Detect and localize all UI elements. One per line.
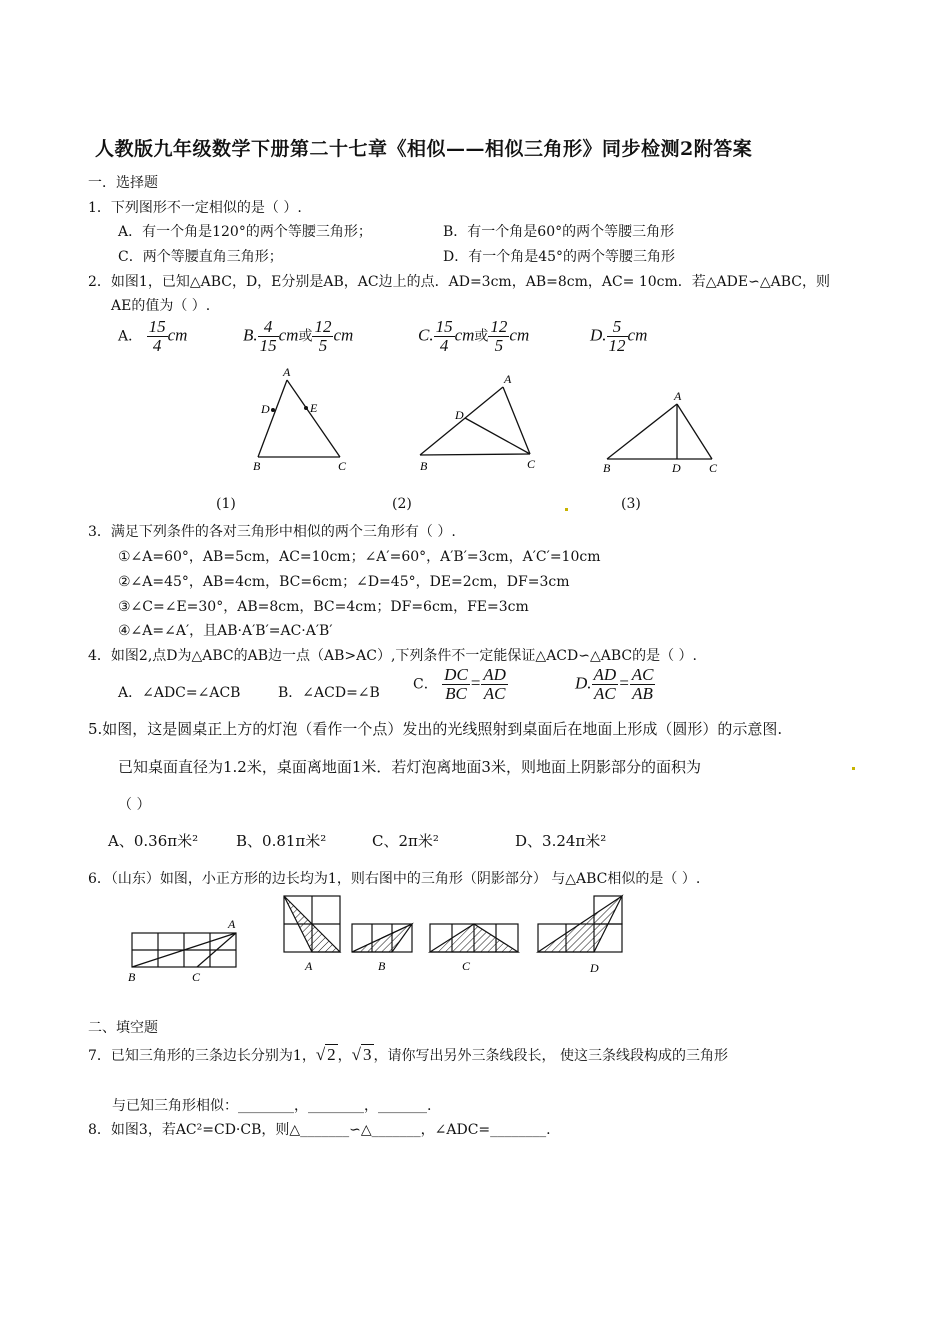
q2-b-fraction-2: $\frac{12}{5}$ (314, 317, 332, 355)
q2-option-b-label: B. (243, 325, 258, 345)
fig1-label-a: A (283, 365, 291, 379)
fig1-label-b: B (253, 459, 261, 473)
q4-c-fraction-2: $\frac{AD}{AC}$ (483, 665, 506, 703)
q3-item-3: ③∠C=∠E=30°，AB=8cm，BC=4cm；DF=6cm，FE=3cm (118, 599, 529, 615)
q6-ref-label-c: C (192, 970, 201, 984)
fig3-label-c: C (709, 461, 718, 475)
fig3-label-a: A (674, 389, 682, 403)
q6-option-b-figure (352, 924, 412, 952)
q2-b-fraction-1: $\frac{4}{15}$ (259, 317, 277, 355)
sqrt-2: √ 2 (315, 1045, 336, 1064)
q2-option-d-label: D. (590, 325, 607, 345)
unit: cm (167, 325, 188, 345)
q5-option-a: A、0.36π米² (108, 832, 199, 850)
fig3-caption: (3) (621, 496, 641, 512)
q1-option-b: B．有一个角是60°的两个等腰三角形 (443, 224, 675, 240)
q6-reference-triangle (132, 933, 236, 967)
q8-stem: 8．如图3，若AC²=CD·CB，则△_______∽△_______，∠ADC=________. (88, 1122, 551, 1138)
q1-option-d: D．有一个角是45°的两个等腰三角形 (443, 249, 676, 265)
unit: cm (627, 325, 648, 345)
fig1-label-e: E (310, 401, 318, 415)
q6-option-d-label: D (590, 961, 599, 975)
q7-stem (88, 1045, 728, 1065)
fig3-label-b: B (603, 461, 611, 475)
q6-option-a-label: A (305, 959, 313, 973)
q7-stem-part-a: 7．已知三角形的三条边长分别为1， (88, 1048, 316, 1064)
figure-2 (420, 372, 536, 473)
figure-1 (253, 365, 347, 473)
fig2-label-a: A (504, 372, 512, 386)
q5-option-c: C、2π米² (372, 832, 439, 850)
q2-c-fraction-2: $\frac{12}{5}$ (490, 317, 508, 355)
figures-1-2-3 (240, 362, 740, 517)
fig1-caption: (1) (216, 496, 236, 512)
fig3-label-d: D (672, 461, 681, 475)
q4-stem: 4．如图2,点D为△ABC的AB边一点（AB>AC）,下列条件不一定能保证△ACD∽△ABC的是（ ）. (88, 648, 698, 664)
or-text: 或 (298, 328, 313, 345)
figure-3 (603, 389, 718, 475)
q2-stem-line1: 2．如图1，已知△ABC，D，E分别是AB，AC边上的点．AD=3cm，AB=8cm，AC= 10cm．若△ADE∽△ABC，则 (88, 274, 830, 290)
q4-option-a: A．∠ADC=∠ACB (118, 685, 241, 701)
page-title: 人教版九年级数学下册第二十七章《相似——相似三角形》同步检测2附答案 (95, 138, 753, 160)
q5-answer-blank: （ ） (118, 797, 151, 813)
q7-stem-part-b: ，请你写出另外三条线段长， 使这三条线段构成的三角形 (373, 1048, 728, 1064)
q3-item-4: ④∠A=∠A′，且AB·A′B′=AC·A′B′ (118, 623, 333, 639)
section-heading-choice: 一．选择题 (88, 175, 158, 191)
q6-ref-label-b: B (128, 970, 136, 984)
q5-option-b: B、0.81π米² (236, 832, 327, 850)
q4-option-b: B．∠ACD=∠B (278, 685, 380, 701)
unit: cm (509, 325, 530, 345)
q2-option-d (590, 318, 647, 355)
q4-option-d (575, 666, 655, 703)
fig2-label-d: D (455, 408, 464, 422)
q4-option-c (413, 666, 508, 703)
q2-a-fraction: $\frac{15}{4}$ (148, 317, 166, 355)
q2-d-fraction: $\frac{5}{12}$ (608, 317, 626, 355)
q2-option-b (243, 318, 353, 355)
q6-ref-label-a: A (228, 917, 236, 931)
q6-figures (120, 888, 650, 988)
q1-option-c: C．两个等腰直角三角形； (118, 249, 283, 265)
marker-dot (852, 767, 855, 770)
q5-option-d: D、3.24π米² (515, 832, 607, 850)
fig1-label-d: D (261, 402, 270, 416)
q4-c-fraction-1: $\frac{DC}{BC}$ (444, 665, 468, 703)
q6-option-d-figure (538, 896, 622, 952)
q3-item-2: ②∠A=45°，AB=4cm，BC=6cm；∠D=45°，DE=2cm，DF=3cm (118, 574, 570, 590)
q3-stem: 3．满足下列条件的各对三角形中相似的两个三角形有（ ）. (88, 524, 456, 540)
q2-option-a-label: A． (118, 328, 143, 345)
q1-stem: 1．下列图形不一定相似的是（ ）. (88, 200, 302, 216)
or-text: 或 (474, 328, 489, 345)
q4-option-c-label: C． (413, 676, 438, 693)
unit: cm (333, 325, 354, 345)
q3-item-1: ①∠A=60°，AB=5cm，AC=10cm；∠A′=60°，A′B′=3cm，A′C′=10cm (118, 549, 601, 565)
q6-option-a-figure (284, 896, 340, 952)
fig2-label-b: B (420, 459, 428, 473)
q4-d-fraction-2: $\frac{AC}{AB}$ (631, 665, 654, 703)
q6-option-b-label: B (378, 959, 386, 973)
equals-sign: = (469, 673, 482, 693)
equals-sign: = (618, 673, 630, 693)
q2-c-fraction-1: $\frac{15}{4}$ (435, 317, 453, 355)
fig2-label-c: C (527, 457, 536, 471)
fig1-label-c: C (338, 459, 347, 473)
unit: cm (454, 325, 475, 345)
q2-option-c (418, 318, 529, 355)
q2-stem-line2: AE的值为（ ）. (111, 298, 211, 314)
q6-stem: 6．（山东）如图，小正方形的边长均为1，则右图中的三角形（阴影部分） 与△ABC相似的是（ ）. (88, 871, 701, 887)
q6-option-c-figure (430, 924, 518, 952)
q5-stem-line1: 5.如图，这是圆桌正上方的灯泡（看作一个点）发出的光线照射到桌面后在地面上形成（圆形）的示意图. (88, 720, 783, 738)
q7-answer-line: 与已知三角形相似：________，________，_______. (112, 1098, 432, 1114)
marker-dot (565, 508, 568, 511)
q1-option-a: A．有一个角是120°的两个等腰三角形； (118, 224, 372, 240)
section-heading-fill: 二、填空题 (88, 1020, 158, 1036)
unit: cm (278, 325, 299, 345)
q6-option-c-label: C (462, 959, 471, 973)
comma: ， (337, 1048, 352, 1064)
q5-stem-line2: 已知桌面直径为1.2米，桌面离地面1米．若灯泡离地面3米，则地面上阴影部分的面积为 (118, 758, 701, 776)
q4-option-d-label: D. (575, 673, 592, 693)
q4-d-fraction-1: $\frac{AD}{AC}$ (593, 665, 617, 703)
q2-option-a (118, 318, 187, 355)
fig2-caption: (2) (392, 496, 412, 512)
q2-option-c-label: C. (418, 325, 434, 345)
sqrt-3: √ 3 (351, 1045, 372, 1064)
